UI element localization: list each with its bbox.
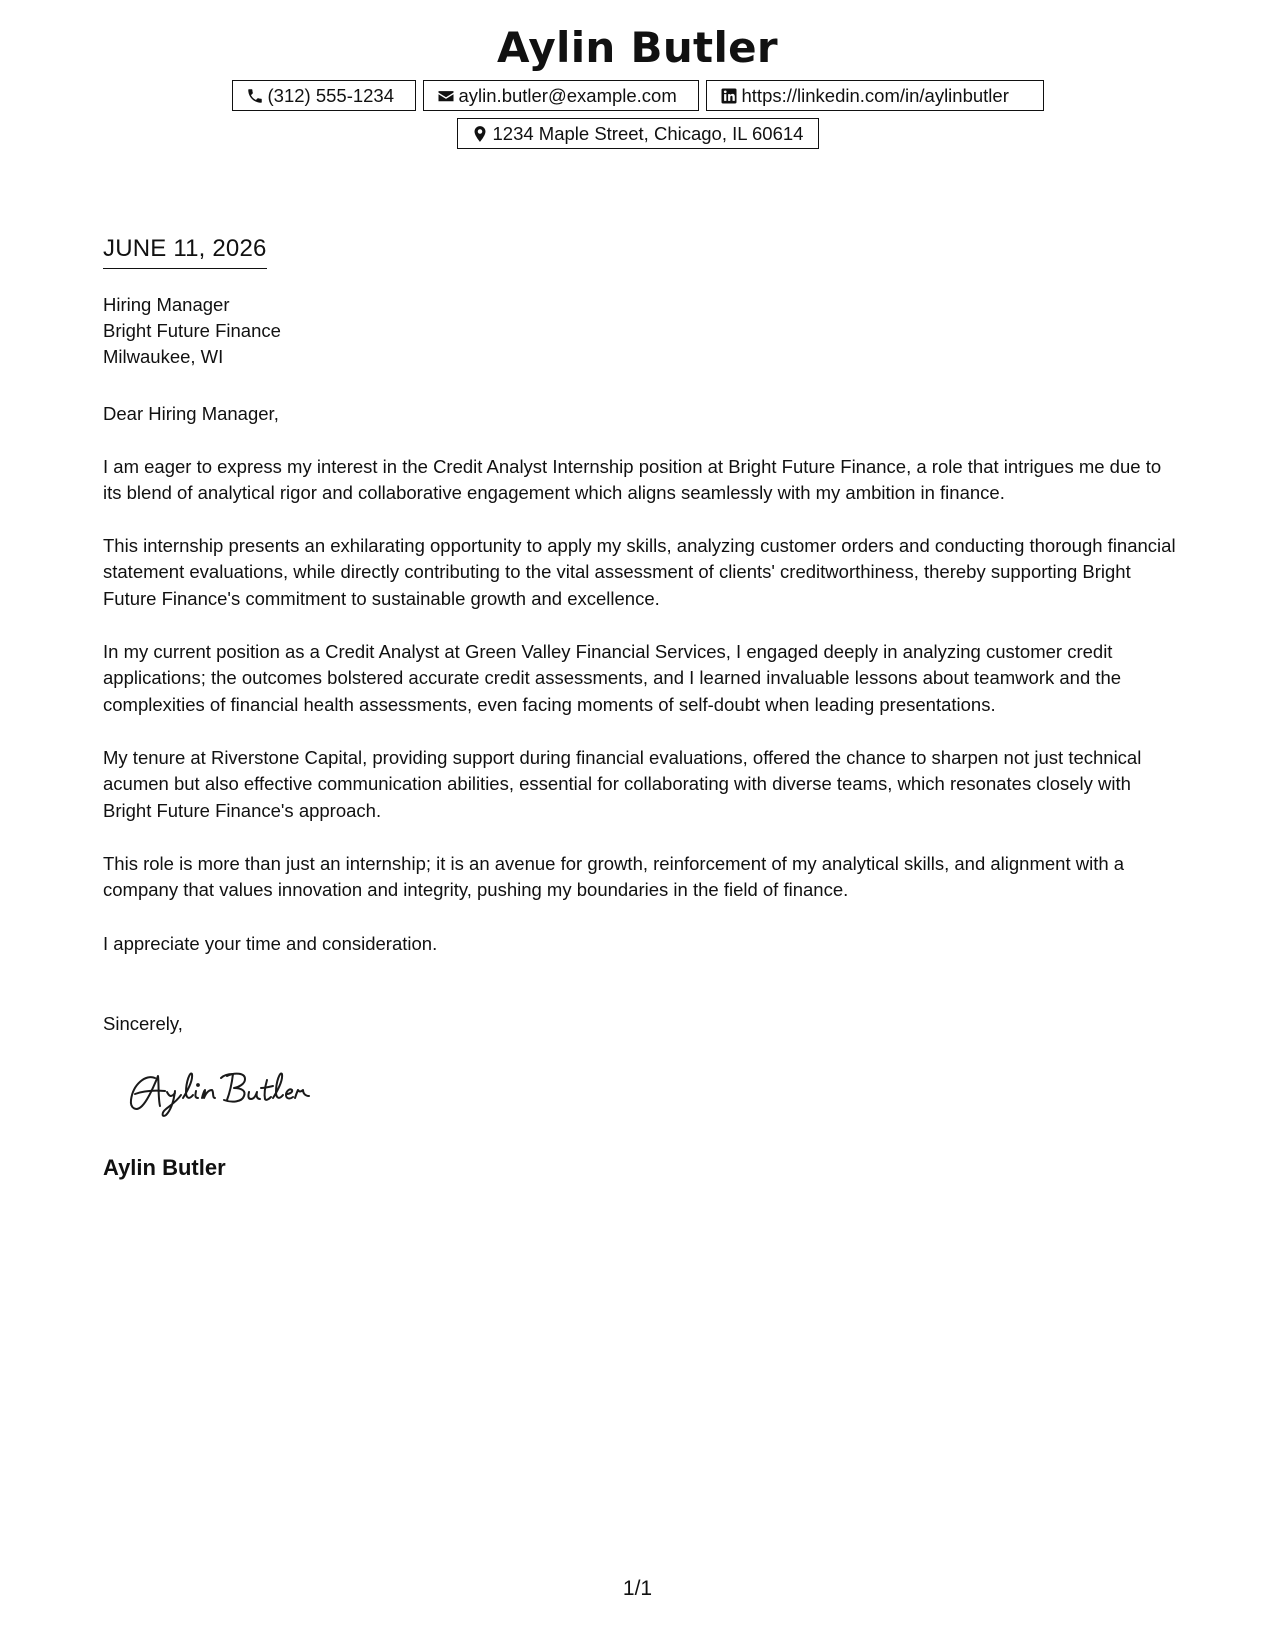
linkedin-text: https://linkedin.com/in/aylinbutler xyxy=(741,84,1009,106)
page-number: 1/1 xyxy=(622,1577,653,1600)
signed-name: Aylin Butler xyxy=(103,1155,226,1180)
closing: Sincerely, xyxy=(103,1013,183,1034)
letter-date: JUNE 11, 2026 xyxy=(103,234,267,269)
email-text: aylin.butler@example.com xyxy=(458,84,677,106)
phone-contact[interactable] xyxy=(232,80,416,111)
recipient-block xyxy=(103,292,281,370)
salutation: Dear Hiring Manager, xyxy=(103,403,279,424)
handwritten-signature xyxy=(125,1064,345,1120)
body-paragraph: In my current position as a Credit Analyst at Green Valley Financial Services, I engaged deeply in analyzing customer credit applications; the outcomes bolstered accurate credit assessments, and I learned invaluable lessons about teamwork and the complexities of financial health assessments, even facing moments of self-doubt when leading presentations. xyxy=(103,641,1122,715)
body-paragraph: This role is more than just an internship; it is an avenue for growth, reinforcement of my analytical skills, and alignment with a company that values innovation and integrity, pushing my boundaries in the field of finance. xyxy=(103,853,1125,901)
address-contact xyxy=(457,118,819,149)
body-paragraph: My tenure at Riverstone Capital, providing support during financial evaluations, offered the chance to sharpen not just technical acumen but also effective communication abilities, essential for collaborating with diverse teams, which resonates closely with Bright Future Finance's approach. xyxy=(103,747,1142,821)
phone-text: (312) 555-1234 xyxy=(267,84,395,106)
linkedin-icon xyxy=(720,87,738,105)
recipient-title: Hiring Manager xyxy=(103,294,230,315)
map-marker-icon xyxy=(471,125,489,143)
linkedin-contact[interactable] xyxy=(706,80,1044,111)
envelope-icon xyxy=(437,87,455,105)
body-paragraph: This internship presents an exhilarating opportunity to apply my skills, analyzing customer orders and conducting thorough financial statement evaluations, while directly contributing to the vital assessment of clients' creditworthiness, thereby supporting Bright Future Finance's commitment to sustainable growth and excellence. xyxy=(103,535,1176,609)
body-paragraph: I am eager to express my interest in the Credit Analyst Internship position at Bright Future Finance, a role that intrigues me due to its blend of analytical rigor and collaborative engagement which aligns seamlessly with my ambition in finance. xyxy=(103,456,1162,504)
email-contact[interactable] xyxy=(423,80,699,111)
contact-row-secondary xyxy=(0,118,1275,149)
contact-row-primary xyxy=(0,80,1275,111)
body-paragraph: I appreciate your time and consideration. xyxy=(103,933,438,954)
recipient-location: Milwaukee, WI xyxy=(103,346,224,367)
phone-icon xyxy=(246,87,264,105)
address-text: 1234 Maple Street, Chicago, IL 60614 xyxy=(492,122,804,144)
recipient-company: Bright Future Finance xyxy=(103,320,281,341)
applicant-name: Aylin Butler xyxy=(497,23,778,72)
